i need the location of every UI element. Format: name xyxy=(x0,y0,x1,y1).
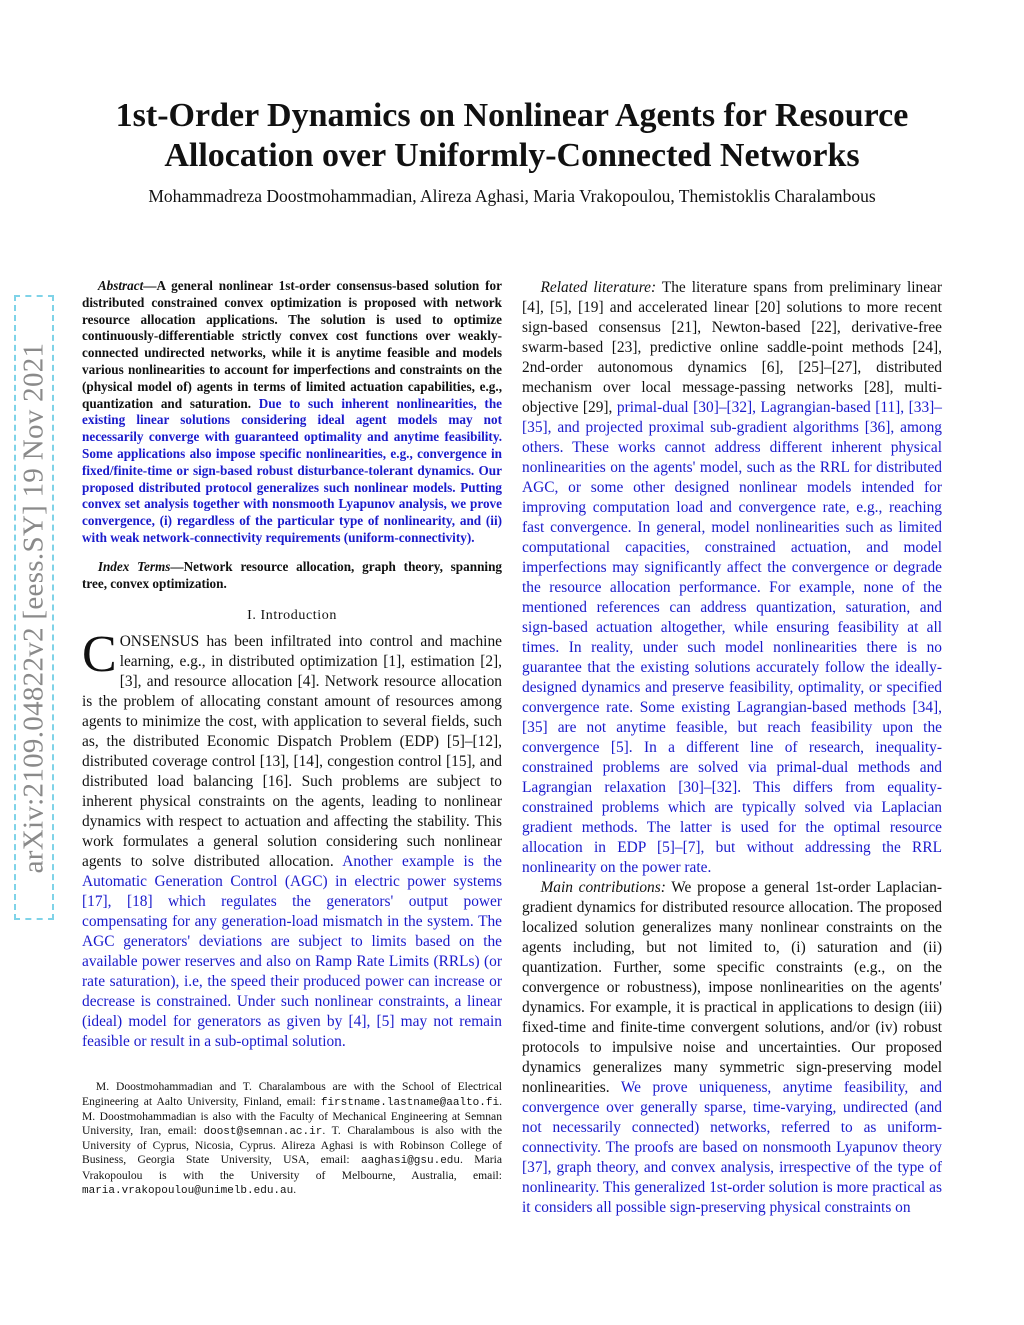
footnote-text-2: . M. Doostmohammadian is also with the Faculty of Mechanical Engineering at Semnan University, Iran, email: xyxy=(82,1094,502,1137)
related-literature-text: The literature spans from preliminary linear [4], [5], [19] and accelerated linear [20] solutions to more recent sign-based consensus [21], Newton-based [22], derivative-free swarm-based [23], predictive online saddle-point methods [24], 2nd-order autonomous dynamics [6], [25]–[27], distributed mechanism over local message-passing networks [28], multi-objective [29], xyxy=(522,279,942,416)
intro-text: ONSENSUS has been infiltrated into control and machine learning, e.g., in distributed optimization [1], estimation [2], [3], and resource allocation [4]. Network resource allocation is the problem of allocating constant amount of resources among agents to minimize the cost, with application to several fields, such as, the distributed Economic Dispatch Problem (EDP) [5]–[12], distributed coverage control [13], [14], congestion control [15], and distributed load balancing [16]. Such problems are subject to inherent physical constraints on the agents, leading to nonlinear dynamics with respect to actuation and affecting the stability. This work formulates a general solution considering such nonlinear agents to solve distributed allocation. xyxy=(82,633,502,871)
section-heading-introduction: I. Introduction xyxy=(247,608,337,624)
title-line-2: Allocation over Uniformly-Connected Networks xyxy=(164,137,860,174)
paper-title xyxy=(60,96,964,176)
contributions-text: We propose a general 1st-order Laplacian-gradient dynamics for distributed resource allocation. The proposed localized solution generalizes many nonlinear constraints on the agents including, but not limited to, (i) saturation and (ii) quantization. Further, some specific constraints (e.g., on the convergence or robustness), impose nonlinearities on the agents' dynamics. For example, it is practical in applications to design (iii) fixed-time and finite-time convergent solutions, and/or (iv) robust protocols to impulsive noise and uncertainties. Our proposed dynamics generalizes many symmetric sign-preserving model nonlinearities. xyxy=(522,879,942,1096)
arxiv-id: arXiv:2109.04822v2 [eess.SY] 19 Nov 2021 xyxy=(17,342,50,873)
footnote-text-5: . xyxy=(293,1182,297,1196)
intro-highlight: Another example is the Automatic Generation Control (AGC) in electric power systems [17], [18] which regulates the generators' output power compensating for any generation-load mismatch in the system. The AGC generators' deviations are subject to limits based on the available power reserves and also on Ramp Rate Limits (RRLs) (or rate saturation), i.e, the speed their produced power can increase or decrease is constrained. Under such nonlinear constraints, a linear (ideal) model for generators as given by [4], [5] may not remain feasible or result in a sub-optimal solution. xyxy=(82,853,502,1051)
author-list: Mohammadreza Doostmohammadian, Alireza Aghasi, Maria Vrakopoulou, Themistoklis Charalambous xyxy=(148,186,876,206)
abstract-highlight: Due to such inherent nonlinearities, the existing linear solutions considering ideal agent models may not necessarily converge with guaranteed optimality and anytime feasibility. Some applications also impose specific nonlinearities, e.g., convergence in fixed/finite-time or sign-based robust disturbance-tolerant dynamics. Our proposed distributed protocol generalizes such nonlinear models. Putting convex set analysis together with nonsmooth Lyapunov analysis, we prove convergence, (i) regardless of the particular type of nonlinearity, and (ii) with weak network-connectivity requirements (uniform-connectivity). xyxy=(82,395,503,545)
contributions-highlight: We prove uniqueness, anytime feasibility, and convergence over generally sparse, time-varying, undirected (and not necessarily connected) networks, referred to as uniform-connectivity. The proofs are based on nonsmooth Lyapunov theory [37], graph theory, and convex analysis, irrespective of the type of nonlinearity. This generalized 1st-order solution is more practical as it considers all possible sign-preserving physical constraints on xyxy=(522,1079,942,1216)
footnote-text-4: . Maria Vrakopoulou is with the University of Melbourne, Australia, email: xyxy=(82,1153,502,1182)
intro-paragraph xyxy=(82,626,502,1052)
email-link-3[interactable]: aaghasi@gsu.edu xyxy=(360,1155,461,1168)
related-literature-highlight: primal-dual [30]–[32], Lagrangian-based [11], [33]–[35], and projected proximal sub-gradient algorithms [36], among others. These works cannot address different inherent physical nonlinearities on the agents' model, such as the RRL for distributed AGC, or some other designed nonlinear models intended for improving computation load and convergence rate, e.g., reaching fast convergence. In general, model nonlinearities such as limited computational capacities, constrained actuation, and model imperfections may significantly affect the convergence or degrade the resource allocation performance. For example, none of the mentioned references can address quantization, saturation, and sign-based actuation altogether, while ensuring feasibility at all times. In reality, under such model nonlinearities there is no guarantee that the existing solutions accurately follow the ideally-designed dynamics and preserve feasibility, optimality, or specified convergence rate. Some existing Lagrangian-based methods [34], [35] are not anytime feasible, but reach feasibility upon the convergence [5]. In a different line of research, inequality-constrained problems are solved via primal-dual methods and Lagrangian relaxation [30]–[32]. This differs from equality-constrained problems which are typically solved via Laplacian gradient methods. The latter is used for the optimal resource allocation in EDP [5]–[7], but without addressing the RRL nonlinearity on the power rate. xyxy=(522,399,942,876)
related-literature-paragraph xyxy=(522,278,942,878)
abstract-text: —A general nonlinear 1st-order consensus-based solution for distributed constrained convex optimization is proposed with network resource allocation applications. The solution is used to optimize continuously-differentiable strictly convex cost functions over weakly-connected undirected networks, while it is anytime feasible and models various nonlinearities to account for imperfections and constraints on the (physical model of) agents in terms of limited actuation capabilities, e.g., quantization and saturation. xyxy=(82,278,502,411)
email-link-4[interactable]: maria.vrakopoulou@unimelb.edu.au xyxy=(82,1184,294,1197)
email-link-1[interactable]: firstname.lastname@aalto.fi xyxy=(320,1096,500,1109)
contributions-paragraph xyxy=(522,878,942,1218)
footnote-text-1: M. Doostmohammadian and T. Charalambous are with the School of Electrical Engineering at Aalto University, Finland, email: xyxy=(82,1080,502,1108)
abstract xyxy=(82,278,502,547)
index-terms xyxy=(82,559,502,593)
email-link-2[interactable]: doost@semnan.ac.ir xyxy=(203,1125,323,1138)
title-line-1: 1st-Order Dynamics on Nonlinear Agents for Resource xyxy=(115,97,909,134)
index-terms-label: Index Terms xyxy=(97,558,171,574)
drop-cap: C xyxy=(82,626,117,684)
arxiv-watermark xyxy=(14,295,54,920)
abstract-label: Abstract xyxy=(97,278,144,293)
related-literature-label: Related literature: xyxy=(540,279,657,296)
left-column xyxy=(82,278,502,1198)
author-affiliations-footnote xyxy=(82,1080,502,1198)
contributions-label: Main contributions: xyxy=(540,879,666,896)
index-terms-text: —Network resource allocation, graph theory, spanning tree, convex optimization. xyxy=(82,558,502,591)
right-column xyxy=(522,278,942,1218)
footnote-text-3: . T. Charalambous is also with the University of Cyprus, Nicosia, Cyprus. Alireza Aghasi is with Robinson College of Business, Georgia State University, USA, email: xyxy=(82,1123,502,1167)
